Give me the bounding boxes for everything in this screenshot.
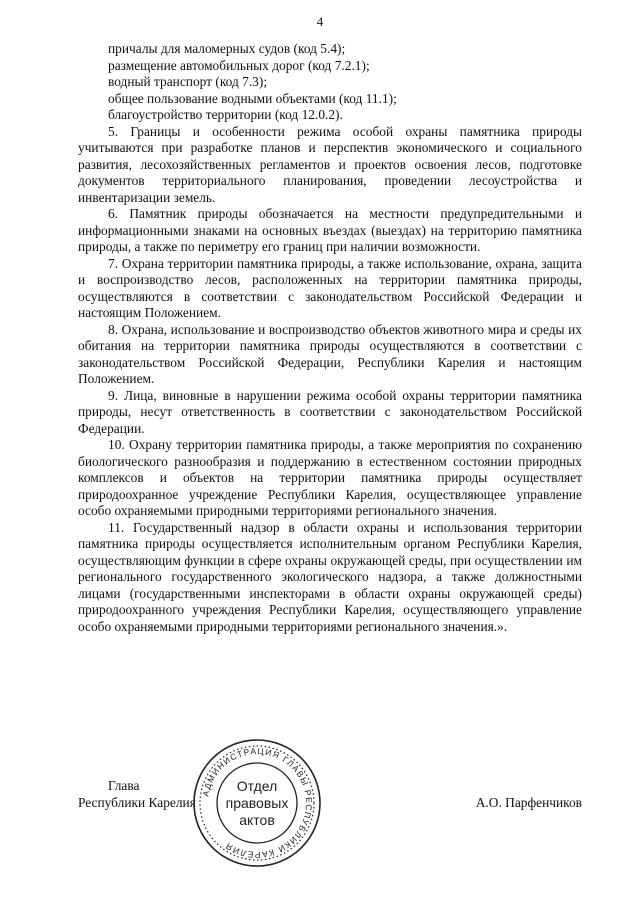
paragraph-10: 10. Охрану территории памятника природы, а также мероприятия по сохранению биологического разнообразия и поддержанию в естественном состоянии природных комплексов и объектов на территории памятника природы осуществляет природоохранное учреждение Республики Карелия, осуществляющее управление особо охраняемыми природными территориями регионального значения. [78,437,582,518]
official-stamp [190,736,324,870]
paragraph-5: 5. Границы и особенности режима особой охраны памятника природы учитываются при разработке планов и перспектив экономического и социального развития, лесохозяйственных регламентов и проектов освоения лесов, подготовке документов территориального планирования, проведении лесоустройства и инвентаризации земель. [78,123,582,205]
list-item-roads: размещение автомобильных дорог (код 7.2.1); [108,57,370,73]
list-item-water-use: общее пользование водными объектами (код 11.1); [108,90,397,106]
document-body [78,41,582,635]
paragraph-6: 6. Памятник природы обозначается на местности предупредительными и информационными знаками на основных въездах (выездах) на территорию памятника природы, а также по периметру его границ при наличии возможности. [78,206,582,254]
page-number: 4 [316,14,324,29]
stamp-ring-text: АДМИНИСТРАЦИЯ ГЛАВЫ РЕСПУБЛИКИ КАРЕЛИЯ [200,745,315,861]
list-item-berths: причалы для маломерных судов (код 5.4); [108,41,346,56]
paragraph-11: 11. Государственный надзор в области охраны и использования территории памятника природы осуществляется исполнительным органом Республики Карелия, осуществляющим функции в сфере охраны окружающей среды, при осуществлении им регионального государственного экологического надзора, а также должностными лицами (государственными инспекторами в области охраны окружающей среды) природоохранного учреждения Республики Карелия, осуществляющего управление особо охраняемыми природными территориями регионального значения.». [78,519,582,634]
stamp-line3: актов [239,812,275,828]
stamp-line1: Отдел [236,778,278,794]
list-item-water-transport: водный транспорт (код 7.3); [108,74,268,89]
signatory-title-line2: Республики Карелия [78,795,196,810]
signatory-title-line1: Глава [108,778,140,793]
signature-block [78,778,582,838]
signatory-name: А.О. Парфенчиков [475,795,582,810]
paragraph-8: 8. Охрана, использование и воспроизводство объектов животного мира и среды их обитания на территории памятника природы осуществляются в соответствии с законодательством Российской Федерации, Республики Карелия и настоящим Положением. [78,321,582,386]
stamp-line2: правовых [225,795,289,811]
paragraph-9: 9. Лица, виновные в нарушении режима особой охраны территории памятника природы, несут ответственность в соответствии с законодательством Российской Федерации. [78,387,582,436]
list-item-landscaping: благоустройство территории (код 12.0.2). [108,107,343,122]
paragraph-7: 7. Охрана территории памятника природы, а также использование, охрана, защита и воспроизводство лесов, расположенных на территории памятника природы, осуществляются в соответствии с законодательством Российской Федерации и настоящим Положением. [78,255,582,320]
